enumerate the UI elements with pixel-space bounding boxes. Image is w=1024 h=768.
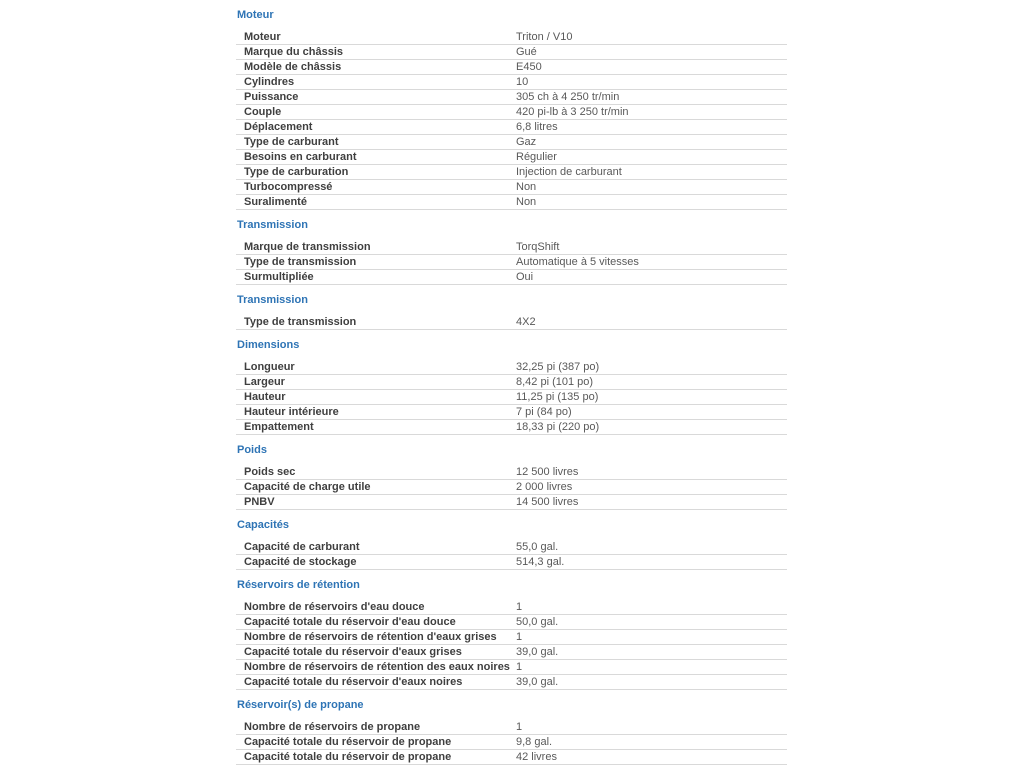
spec-label: Nombre de réservoirs d'eau douce [244,601,425,613]
spec-row [236,420,787,435]
spec-label: Empattement [244,421,314,433]
spec-sheet [236,0,787,765]
spec-label: Type de transmission [244,256,357,268]
spec-value: 39,0 gal. [516,646,559,658]
spec-row [236,540,787,555]
spec-value: E450 [516,61,542,73]
spec-value: Automatique à 5 vitesses [516,256,639,268]
spec-rows [236,600,787,690]
spec-value: 7 pi (84 po) [516,406,572,418]
spec-value: 18,33 pi (220 po) [516,421,600,433]
spec-row [236,180,787,195]
spec-row [236,195,787,210]
spec-value: Gaz [516,136,537,148]
spec-section [236,510,787,570]
spec-row [236,645,787,660]
spec-value: 1 [516,601,523,613]
spec-value: 514,3 gal. [516,556,565,568]
section-title: Transmission [237,219,308,231]
spec-row [236,165,787,180]
spec-rows [236,30,787,210]
spec-value: Non [516,181,537,193]
spec-value: 1 [516,721,523,733]
spec-value: 11,25 pi (135 po) [516,391,599,403]
spec-rows [236,240,787,285]
spec-section [236,570,787,690]
spec-row [236,75,787,90]
spec-label: Nombre de réservoirs de rétention des eaux noires [244,661,510,673]
spec-label: Hauteur intérieure [244,406,339,418]
spec-label: Type de carburant [244,136,339,148]
spec-row [236,150,787,165]
section-title: Réservoir(s) de propane [237,699,364,711]
spec-value: 4X2 [516,316,536,328]
spec-value: TorqShift [516,241,560,253]
spec-label: Type de transmission [244,316,357,328]
spec-value: Injection de carburant [516,166,622,178]
spec-row [236,90,787,105]
spec-row [236,30,787,45]
spec-row [236,390,787,405]
spec-value: 420 pi-lb à 3 250 tr/min [516,106,629,118]
spec-value: Triton / V10 [516,31,573,43]
spec-label: Couple [244,106,282,118]
spec-section [236,0,787,210]
spec-value: Oui [516,271,534,283]
spec-row [236,135,787,150]
spec-row [236,45,787,60]
section-title: Transmission [237,294,308,306]
spec-label: Marque de transmission [244,241,371,253]
spec-label: Largeur [244,376,285,388]
section-title: Moteur [237,9,274,21]
spec-label: Marque du châssis [244,46,344,58]
spec-label: Turbocompressé [244,181,333,193]
spec-value: 50,0 gal. [516,616,559,628]
spec-label: Modèle de châssis [244,61,342,73]
spec-label: Nombre de réservoirs de propane [244,721,421,733]
spec-label: Capacité totale du réservoir d'eau douce [244,616,456,628]
spec-value: 9,8 gal. [516,736,553,748]
spec-label: Cylindres [244,76,295,88]
spec-row [236,105,787,120]
spec-row [236,405,787,420]
spec-label: Moteur [244,31,281,43]
spec-value: 6,8 litres [516,121,558,133]
spec-label: Type de carburation [244,166,349,178]
spec-value: Non [516,196,537,208]
spec-label: Capacité de carburant [244,541,360,553]
spec-rows [236,360,787,435]
spec-value: 305 ch à 4 250 tr/min [516,91,620,103]
spec-row [236,465,787,480]
spec-label: Longueur [244,361,295,373]
spec-row [236,555,787,570]
spec-value: 8,42 pi (101 po) [516,376,594,388]
spec-label: PNBV [244,496,275,508]
spec-label: Déplacement [244,121,313,133]
spec-section [236,435,787,510]
spec-row [236,60,787,75]
spec-row [236,615,787,630]
spec-value: Gué [516,46,537,58]
spec-label: Capacité totale du réservoir d'eaux grises [244,646,462,658]
spec-label: Capacité totale du réservoir d'eaux noires [244,676,463,688]
spec-label: Capacité totale du réservoir de propane [244,736,452,748]
section-title: Poids [237,444,267,456]
spec-value: 12 500 livres [516,466,579,478]
spec-row [236,630,787,645]
spec-section [236,330,787,435]
spec-label: Hauteur [244,391,286,403]
spec-label: Capacité totale du réservoir de propane [244,751,452,763]
spec-row [236,495,787,510]
spec-label: Besoins en carburant [244,151,357,163]
spec-value: 55,0 gal. [516,541,559,553]
spec-value: 39,0 gal. [516,676,559,688]
spec-row [236,315,787,330]
spec-value: 2 000 livres [516,481,573,493]
spec-row [236,480,787,495]
spec-row [236,120,787,135]
section-title: Réservoirs de rétention [237,579,360,591]
spec-section [236,210,787,285]
spec-label: Capacité de charge utile [244,481,371,493]
spec-rows [236,720,787,765]
spec-label: Capacité de stockage [244,556,357,568]
spec-row [236,600,787,615]
spec-rows [236,540,787,570]
spec-row [236,750,787,765]
section-title: Capacités [237,519,289,531]
spec-rows [236,465,787,510]
spec-value: Régulier [516,151,557,163]
spec-row [236,720,787,735]
spec-value: 1 [516,661,523,673]
spec-value: 42 livres [516,751,557,763]
spec-row [236,255,787,270]
spec-value: 10 [516,76,529,88]
spec-row [236,735,787,750]
spec-rows [236,315,787,330]
spec-value: 1 [516,631,523,643]
spec-value: 32,25 pi (387 po) [516,361,600,373]
spec-row [236,375,787,390]
spec-row [236,360,787,375]
spec-label: Poids sec [244,466,296,478]
spec-label: Surmultipliée [244,271,314,283]
spec-section [236,285,787,330]
spec-label: Puissance [244,91,299,103]
spec-label: Suralimenté [244,196,307,208]
spec-row [236,240,787,255]
spec-value: 14 500 livres [516,496,579,508]
spec-row [236,660,787,675]
spec-section [236,690,787,765]
spec-row [236,270,787,285]
section-title: Dimensions [237,339,300,351]
spec-row [236,675,787,690]
spec-label: Nombre de réservoirs de rétention d'eaux grises [244,631,497,643]
